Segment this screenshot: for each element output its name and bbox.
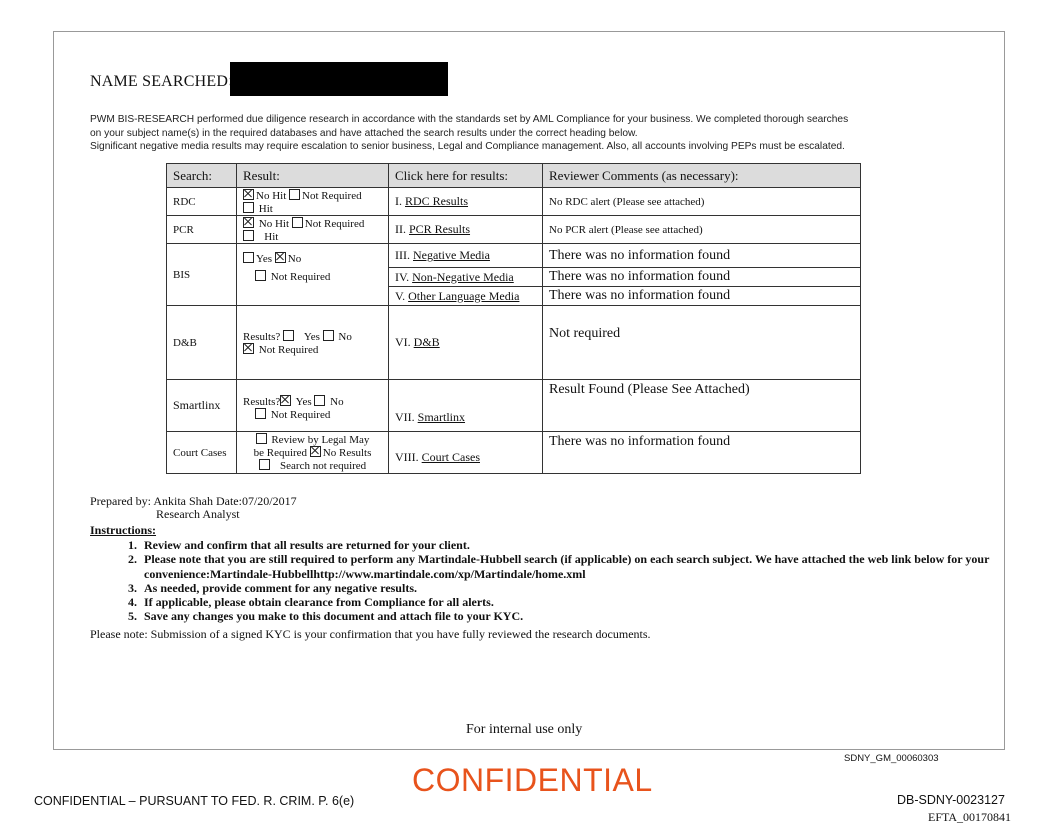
search-bis: BIS bbox=[167, 244, 237, 306]
result-bis: Yes No Not Required bbox=[237, 244, 389, 306]
pcr-results-link[interactable]: PCR Results bbox=[409, 222, 471, 236]
rdc-results-link[interactable]: RDC Results bbox=[405, 194, 469, 208]
link-cell-negative-media: III. Negative Media bbox=[389, 244, 543, 268]
checkbox-unchecked[interactable] bbox=[256, 433, 267, 444]
prepared-by: Prepared by: Ankita Shah Date:07/20/2017 Research Analyst bbox=[90, 494, 297, 521]
link-cell-non-negative-media: IV. Non-Negative Media bbox=[389, 268, 543, 287]
link-cell-court-cases: VIII. Court Cases bbox=[389, 432, 543, 474]
checkbox-unchecked[interactable] bbox=[314, 395, 325, 406]
intro-paragraph: PWM BIS-RESEARCH performed due diligence research in accordance with the standards set by AML Compliance for your business. We completed thorough searches on your subject name(s) in the required databases and have attached the search results under the correct heading below. Significant negative media results may require escalation to senior business, Legal and Compliance management. Also, all accounts involving PEPs must be escalated. bbox=[90, 114, 849, 152]
comment-rdc: No RDC alert (Please see attached) bbox=[543, 188, 861, 216]
header-click-results: Click here for results: bbox=[389, 164, 543, 188]
header-reviewer-comments: Reviewer Comments (as necessary): bbox=[543, 164, 861, 188]
checkbox-checked[interactable] bbox=[243, 343, 254, 354]
link-cell-other-language-media: V. Other Language Media bbox=[389, 287, 543, 306]
checkbox-unchecked[interactable] bbox=[243, 252, 254, 263]
table-row-rdc bbox=[167, 188, 861, 216]
result-smartlinx: Results? Yes No Not Required bbox=[237, 380, 389, 432]
checkbox-unchecked[interactable] bbox=[243, 230, 254, 241]
search-rdc: RDC bbox=[167, 188, 237, 216]
table-header-row bbox=[167, 164, 861, 188]
table-row-dnb bbox=[167, 306, 861, 380]
list-item: 1. Review and confirm that all results are returned for your client. bbox=[140, 538, 1010, 552]
non-negative-media-link[interactable]: Non-Negative Media bbox=[412, 269, 514, 284]
list-item: 2. Please note that you are still required to perform any Martindale-Hubbell search (if applicable) on each search subject. We have attached the web link below for your convenience:Martindale-Hubbellhttp://www.martindale.com/xp/Martindale/home.xml bbox=[140, 552, 1010, 581]
comment-negative-media: There was no information found bbox=[543, 244, 861, 268]
instructions-list bbox=[110, 538, 1010, 624]
bates-number-sdny: SDNY_GM_00060303 bbox=[844, 753, 939, 764]
result-court-cases: Review by Legal May be Required No Results Search not required bbox=[237, 432, 389, 474]
checkbox-unchecked[interactable] bbox=[259, 459, 270, 470]
table-row-pcr bbox=[167, 216, 861, 244]
search-pcr: PCR bbox=[167, 216, 237, 244]
instructions-heading: Instructions: bbox=[90, 523, 157, 537]
checkbox-unchecked[interactable] bbox=[255, 270, 266, 281]
header-result: Result: bbox=[237, 164, 389, 188]
comment-court-cases: There was no information found bbox=[543, 432, 861, 474]
checkbox-unchecked[interactable] bbox=[243, 202, 254, 213]
other-language-media-link[interactable]: Other Language Media bbox=[408, 288, 520, 303]
kyc-note: Please note: Submission of a signed KYC is your confirmation that you have fully reviewed the research documents. bbox=[90, 627, 651, 641]
result-dnb: Results? Yes No Not Required bbox=[237, 306, 389, 380]
checkbox-checked[interactable] bbox=[280, 395, 291, 406]
checkbox-checked[interactable] bbox=[243, 217, 254, 228]
dnb-link[interactable]: D&B bbox=[413, 335, 440, 349]
header-search: Search: bbox=[167, 164, 237, 188]
comment-non-negative-media: There was no information found bbox=[543, 268, 861, 287]
confidential-notice: CONFIDENTIAL – PURSUANT TO FED. R. CRIM. P. 6(e) bbox=[34, 794, 355, 808]
comment-pcr: No PCR alert (Please see attached) bbox=[543, 216, 861, 244]
internal-use-label: For internal use only bbox=[466, 722, 583, 737]
bates-number-efta: EFTA_00170841 bbox=[928, 810, 1012, 824]
link-cell-smartlinx: VII. Smartlinx bbox=[389, 380, 543, 432]
link-cell-rdc: I. RDC Results bbox=[389, 188, 543, 216]
checkbox-unchecked[interactable] bbox=[292, 217, 303, 228]
redaction-box bbox=[230, 62, 448, 96]
link-cell-pcr: II. PCR Results bbox=[389, 216, 543, 244]
search-dnb: D&B bbox=[167, 306, 237, 380]
checkbox-unchecked[interactable] bbox=[283, 330, 294, 341]
checkbox-unchecked[interactable] bbox=[289, 189, 300, 200]
checkbox-checked[interactable] bbox=[243, 189, 254, 200]
table-row-bis bbox=[167, 244, 861, 268]
link-cell-dnb: VI. D&B bbox=[389, 306, 543, 380]
search-court-cases: Court Cases bbox=[167, 432, 237, 474]
search-smartlinx: Smartlinx bbox=[167, 380, 237, 432]
table-row-court-cases bbox=[167, 432, 861, 474]
checkbox-checked[interactable] bbox=[310, 446, 321, 457]
result-rdc: No Hit Not Required Hit bbox=[237, 188, 389, 216]
court-cases-link[interactable]: Court Cases bbox=[421, 450, 480, 464]
confidential-stamp: CONFIDENTIAL bbox=[412, 762, 653, 798]
table-row-smartlinx bbox=[167, 380, 861, 432]
research-results-table bbox=[166, 163, 861, 474]
comment-smartlinx: Result Found (Please See Attached) bbox=[543, 380, 861, 432]
result-pcr: No Hit Not Required Hit bbox=[237, 216, 389, 244]
list-item: 3. As needed, provide comment for any negative results. bbox=[140, 581, 1010, 595]
list-item: 5. Save any changes you make to this document and attach file to your KYC. bbox=[140, 609, 1010, 623]
checkbox-checked[interactable] bbox=[275, 252, 286, 263]
comment-other-language-media: There was no information found bbox=[543, 287, 861, 306]
bates-number-db: DB-SDNY-0023127 bbox=[897, 793, 1005, 807]
checkbox-unchecked[interactable] bbox=[255, 408, 266, 419]
name-searched-label: NAME SEARCHED bbox=[90, 73, 229, 90]
comment-dnb: Not required bbox=[543, 306, 861, 380]
list-item: 4. If applicable, please obtain clearance from Compliance for all alerts. bbox=[140, 595, 1010, 609]
smartlinx-link[interactable]: Smartlinx bbox=[417, 410, 466, 424]
checkbox-unchecked[interactable] bbox=[323, 330, 334, 341]
negative-media-link[interactable]: Negative Media bbox=[413, 248, 490, 262]
